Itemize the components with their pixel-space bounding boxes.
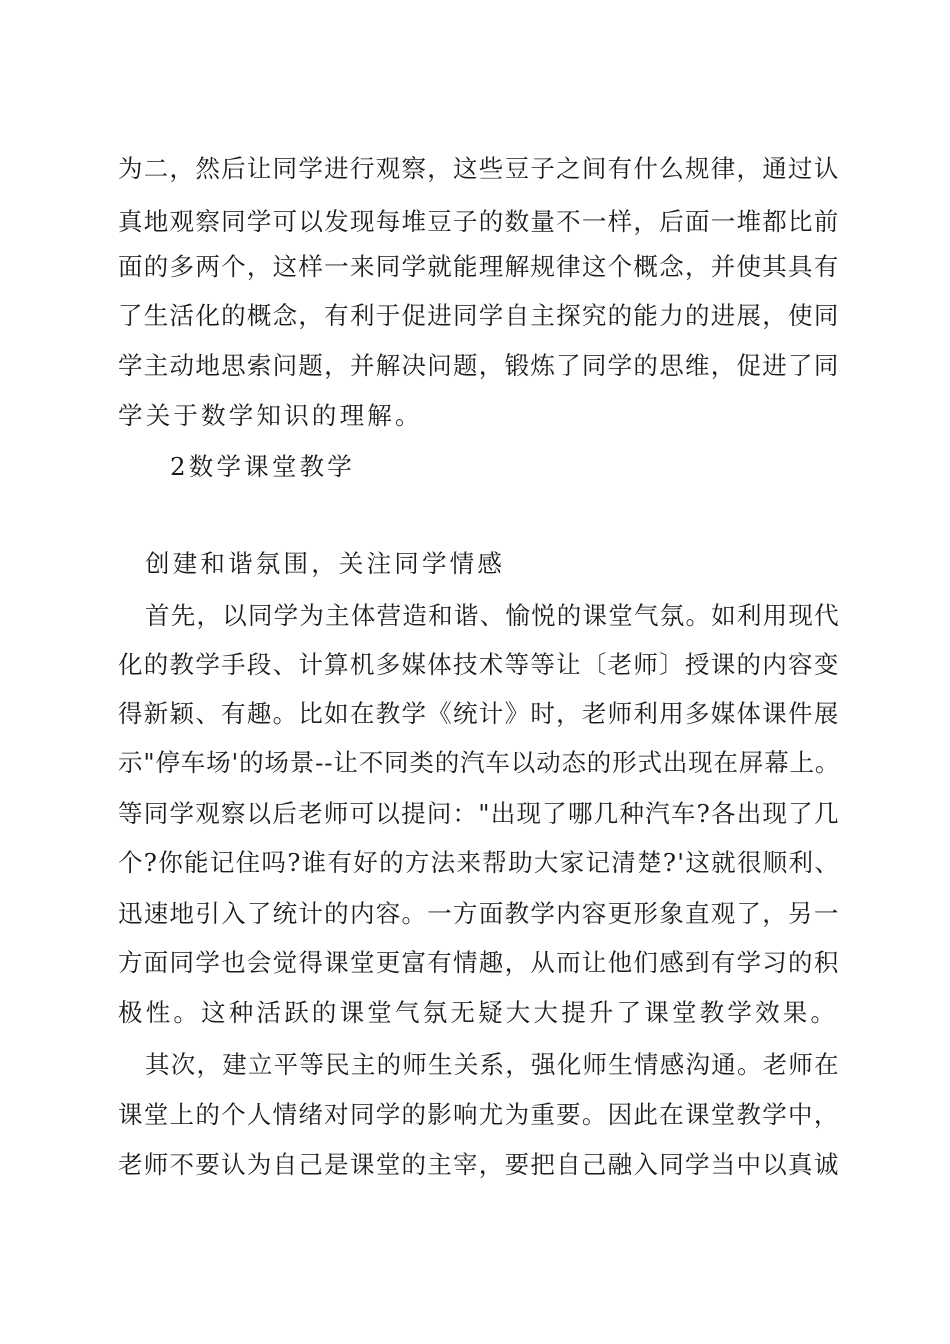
text-line: 了生活化的概念，有利于促进同学自主探究的能力的进展，使同 [118, 301, 840, 330]
text-line: 方面同学也会觉得课堂更富有情趣，从而让他们感到有学习的积 [118, 948, 840, 977]
text-line: 课堂上的个人情绪对同学的影响尤为重要。因此在课堂教学中， [118, 1100, 840, 1129]
text-line: 首先，以同学为主体营造和谐、愉悦的课堂气氛。如利用现代 [145, 601, 840, 630]
text-line: 面的多两个，这样一来同学就能理解规律这个概念，并使其具有 [118, 252, 840, 281]
text-line: 个?你能记住吗?谁有好的方法来帮助大家记清楚?'这就很顺利、 [118, 848, 841, 877]
text-line: 老师不要认为自己是课堂的主宰，要把自己融入同学当中以真诚 [118, 1150, 840, 1179]
text-line: 为二，然后让同学进行观察，这些豆子之间有什么规律，通过认 [118, 154, 840, 183]
text-line: 等同学观察以后老师可以提问："出现了哪几种汽车?各出现了几 [118, 799, 840, 828]
text-line: 学关于数学知识的理解。 [118, 401, 423, 430]
text-line: 迅速地引入了统计的内容。一方面教学内容更形象直观了，另一 [118, 899, 840, 928]
text-line: 真地观察同学可以发现每堆豆子的数量不一样，后面一堆都比前 [118, 207, 840, 236]
text-line: 示"停车场'的场景--让不同类的汽车以动态的形式出现在屏幕上。 [118, 748, 841, 777]
subsection-heading: 创建和谐氛围，关注同学情感 [145, 549, 506, 578]
text-line: 学主动地思索问题，并解决问题，锻炼了同学的思维，促进了同 [118, 351, 840, 380]
text-line: 其次，建立平等民主的师生关系，强化师生情感沟通。老师在 [145, 1050, 840, 1079]
text-line: 极性。这种活跃的课堂气氛无疑大大提升了课堂教学效果。 [118, 998, 839, 1027]
text-line: 得新颖、有趣。比如在教学《统计》时，老师利用多媒体课件展 [118, 699, 840, 728]
text-line: 化的教学手段、计算机多媒体技术等等让〔老师〕授课的内容变 [118, 650, 840, 679]
section-heading: 2数学课堂教学 [170, 452, 355, 481]
